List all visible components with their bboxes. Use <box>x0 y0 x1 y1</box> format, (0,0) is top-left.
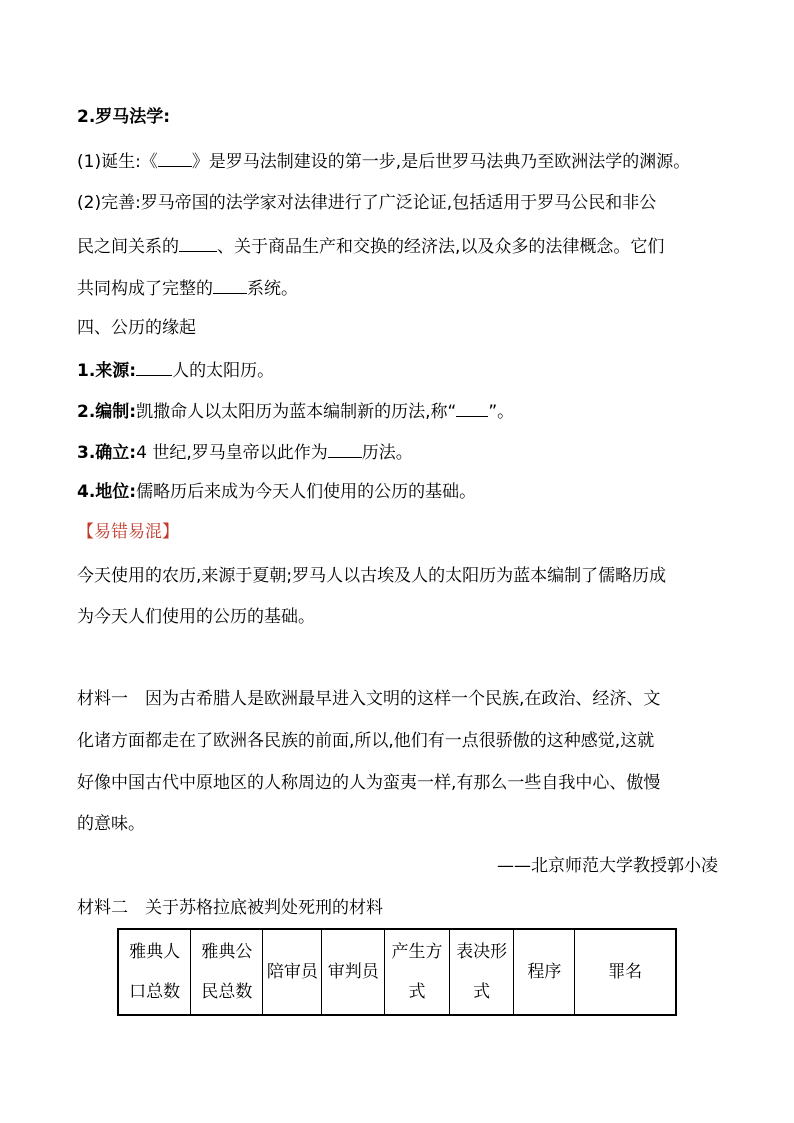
table-header-cell <box>191 929 263 1015</box>
calendar-item-compile-label: 2.编制: <box>77 402 137 422</box>
calendar-item-source-text: 人的太阳历。 <box>172 361 275 381</box>
calendar-item-establish <box>77 441 734 463</box>
table-header-cell <box>118 929 191 1015</box>
calendar-item-source-label: 1.来源: <box>77 361 137 381</box>
calendar-item-establish-text-b: 历法。 <box>361 443 413 463</box>
blank-field[interactable] <box>179 235 217 252</box>
blank-field[interactable] <box>456 400 488 417</box>
header-text-line1: 雅典公 <box>201 942 253 962</box>
calendar-item-status <box>77 482 734 502</box>
paragraph-improvement-line3-b: 系统。 <box>247 279 298 299</box>
material1-line3: 好像中国古代中原地区的人称周边的人为蛮夷一样,有那么一些自我中心、傲慢 <box>77 773 661 793</box>
header-text-line1: 表决形 <box>456 942 508 962</box>
paragraph-origin-b: 》是罗马法制建设的第一步,是后世罗马法典乃至欧洲法学的渊源。 <box>191 152 691 172</box>
header-text-line2: 民总数 <box>201 982 253 1002</box>
trial-table <box>117 928 677 1016</box>
section-heading-calendar: 四、公历的缘起 <box>77 318 196 338</box>
material1-line1: 材料一 因为古希腊人是欧洲最早进入文明的这样一个民族,在政治、经济、文 <box>77 689 661 709</box>
header-text-line1: 审判员 <box>327 962 379 982</box>
table-header-cell <box>449 929 514 1015</box>
header-text-line1: 罪名 <box>608 962 643 982</box>
paragraph-origin-a: (1)诞生:《 <box>77 152 158 172</box>
table-header-cell <box>322 929 385 1015</box>
table-header-cell <box>514 929 575 1015</box>
calendar-item-source <box>77 359 734 381</box>
calendar-item-status-text: 儒略历后来成为今天人们使用的公历的基础。 <box>136 482 477 502</box>
paragraph-improvement-line3-a: 共同构成了完整的 <box>77 279 213 299</box>
blank-field[interactable] <box>213 277 247 294</box>
blank-field[interactable] <box>136 359 172 376</box>
paragraph-improvement-line2-a: 民之间关系的 <box>77 237 179 257</box>
calendar-item-establish-text-a: 4 世纪,罗马皇帝以此作为 <box>136 443 328 463</box>
header-text-line2: 式 <box>408 982 426 1002</box>
calendar-item-compile <box>77 400 734 422</box>
calendar-item-compile-text-a: 凯撒命人以太阳历为蓝本编制新的历法,称“ <box>136 402 457 422</box>
tip-line1: 今天使用的农历,来源于夏朝;罗马人以古埃及人的太阳历为蓝本编制了儒略历成 <box>77 566 667 586</box>
material1-source: ——北京师范大学教授郭小凌 <box>497 856 718 876</box>
header-text-line1: 陪审员 <box>266 962 318 982</box>
material1-line2: 化诸方面都走在了欧洲各民族的前面,所以,他们有一点很骄傲的这种感觉,这就 <box>77 731 655 751</box>
header-text-line1: 程序 <box>527 962 562 982</box>
calendar-item-compile-text-b: ”。 <box>488 402 515 422</box>
material1-line4: 的意味。 <box>77 814 145 834</box>
calendar-item-status-label: 4.地位: <box>77 482 137 502</box>
tip-label: 【易错易混】 <box>77 522 179 542</box>
paragraph-improvement-line2 <box>77 235 734 257</box>
blank-field[interactable] <box>328 441 362 458</box>
paragraph-improvement-line3 <box>77 277 734 299</box>
table-header-cell <box>263 929 322 1015</box>
section-title-roman-law: 2.罗马法学: <box>77 107 171 127</box>
tip-line2: 为今天人们使用的公历的基础。 <box>77 607 315 627</box>
table-header-cell <box>575 929 676 1015</box>
header-text-line1: 产生方 <box>391 942 443 962</box>
table-header-row <box>118 929 676 1015</box>
material2-title: 材料二 关于苏格拉底被判处死刑的材料 <box>77 898 383 918</box>
header-text-line2: 口总数 <box>129 982 181 1002</box>
paragraph-improvement-line1: (2)完善:罗马帝国的法学家对法律进行了广泛论证,包括适用于罗马公民和非公 <box>77 193 657 213</box>
table-header-cell <box>385 929 450 1015</box>
calendar-item-establish-label: 3.确立: <box>77 443 137 463</box>
paragraph-improvement-line2-b: 、关于商品生产和交换的经济法,以及众多的法律概念。它们 <box>217 237 665 257</box>
header-text-line1: 雅典人 <box>129 942 181 962</box>
blank-field[interactable] <box>158 150 192 167</box>
paragraph-origin <box>77 150 734 172</box>
header-text-line2: 式 <box>473 982 491 1002</box>
